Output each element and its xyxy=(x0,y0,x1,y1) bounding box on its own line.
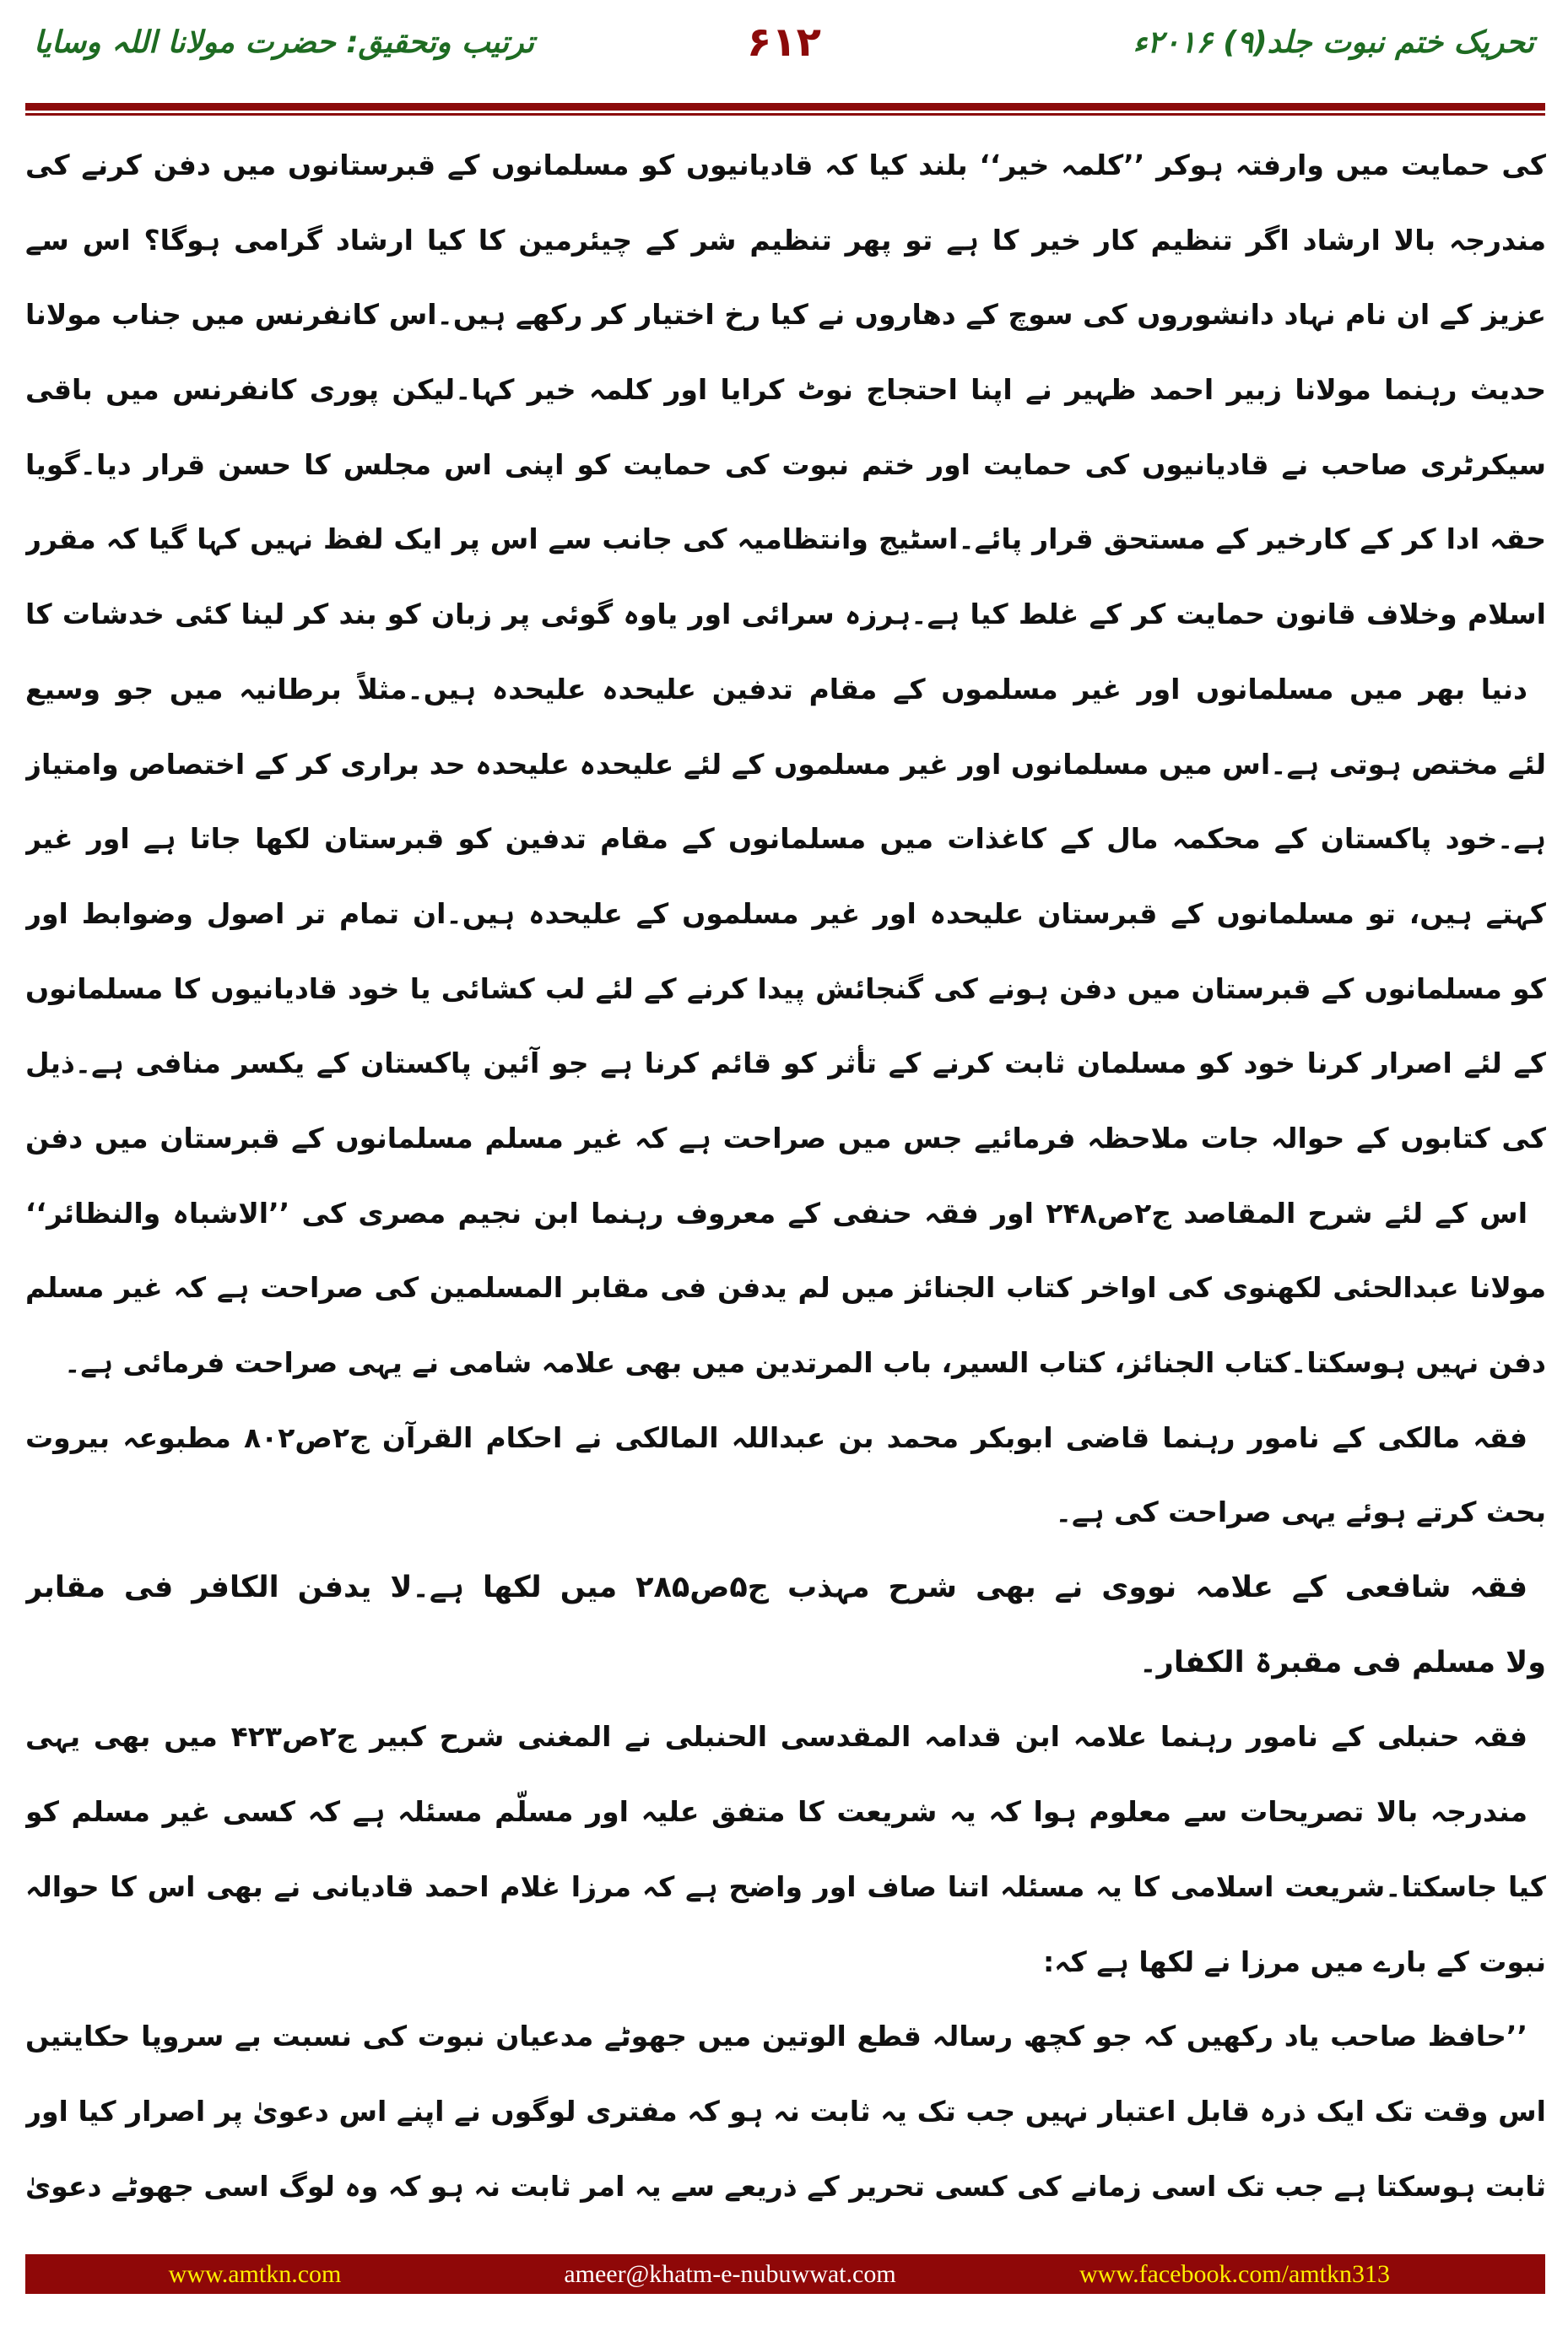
text-line: ثابت ہوسکتا ہے جب تک اسی زمانے کی کسی تحریر کے ذریعے سے یہ امر ثابت نہ ہو کہ وہ لوگ اسی جھوٹے دعویٰ xyxy=(25,2169,1546,2203)
text-line: بحث کرتے ہوئے یہی صراحت کی ہے۔ xyxy=(1055,1496,1546,1529)
text-line: فقہ مالکی کے نامور رہنما قاضی ابوبکر محمد بن عبداللہ المالکی نے احکام القرآن ج۲ص۸۰۲ مطبوعہ بیروت xyxy=(25,1420,1527,1454)
text-line: سیکرٹری صاحب نے قادیانیوں کی حمایت اور ختم نبوت کی حمایت کو اپنی اس مجلس کا حسن قرار دیا۔گویا xyxy=(25,447,1546,481)
book-title: تحریک ختم نبوت جلد(۹) ۲۰۱۶ء xyxy=(1133,25,1534,60)
text-line: لئے مختص ہوتی ہے۔اس میں مسلمانوں اور غیر مسلموں کے لئے علیحدہ علیحدہ حد براری کر کے اختصاص وامتیاز xyxy=(25,747,1546,781)
text-line: اسلام وخلاف قانون حمایت کر کے غلط کیا ہے۔ہرزہ سرائی اور یاوہ گوئی پر زبان کو بند کر لینا کئی خدشات کا xyxy=(25,598,1546,631)
article-body xyxy=(25,128,1546,2224)
text-line: مندرجہ بالا ارشاد اگر تنظیم کار خیر کا ہے تو پھر تنظیم شر کے چیئرمین کا کیا ارشاد گرامی ہوگا؟ اس سے xyxy=(25,223,1546,257)
text-line: کو مسلمانوں کے قبرستان میں دفن ہونے کی گنجائش پیدا کرنے کے لئے لب کشائی یا خود قادیانیوں کا مسلمانوں xyxy=(25,971,1546,1005)
text-line: مولانا عبدالحئی لکھنوی کی اواخر کتاب الجنائز میں لم یدفن فی مقابر المسلمین کی صراحت ہے کہ غیر مسلم xyxy=(25,1271,1546,1305)
header-divider-thick xyxy=(25,103,1545,111)
text-line: دنیا بھر میں مسلمانوں اور غیر مسلموں کے مقام تدفین علیحدہ علیحدہ ہیں۔مثلاً برطانیہ میں جو وسیع xyxy=(25,672,1527,706)
text-line: اس وقت تک ایک ذرہ قابل اعتبار نہیں جب تک یہ ثابت نہ ہو کہ مفتری لوگوں نے اپنے اس دعویٰ پر اصرار کیا اور xyxy=(25,2094,1546,2128)
text-line: دفن نہیں ہوسکتا۔کتاب الجنائز، کتاب السیر، باب المرتدین میں بھی علامہ شامی نے یہی صراحت فرمائی ہے۔ xyxy=(64,1346,1546,1379)
text-line: عزیز کے ان نام نہاد دانشوروں کی سوچ کے دھاروں نے کیا رخ اختیار کر رکھے ہیں۔اس کانفرنس میں جناب مولانا xyxy=(25,298,1546,332)
email-link[interactable]: ameer@khatm-e-nubuwwat.com xyxy=(564,2260,896,2288)
text-line: کیا جاسکتا۔شریعت اسلامی کا یہ مسئلہ اتنا صاف اور واضح ہے کہ مرزا غلام احمد قادیانی نے بھی اس کا حوالہ xyxy=(25,1869,1546,1903)
text-line: حقہ ادا کر کے کارخیر کے مستحق قرار پائے۔اسٹیج وانتظامیہ کی جانب سے اس پر ایک لفظ نہیں کہا گیا کہ مقرر xyxy=(25,522,1546,556)
page-number: ۶۱۲ xyxy=(747,19,821,66)
text-line: اس کے لئے شرح المقاصد ج۲ص۲۴۸ اور فقہ حنفی کے معروف رہنما ابن نجیم مصری کی ’’الاشباہ والنظائر‘‘ xyxy=(25,1196,1528,1230)
footer-bar xyxy=(25,2254,1545,2294)
text-line: کے لئے اصرار کرنا خود کو مسلمان ثابت کرنے کے تأثر کو قائم کرنا ہے جو آئین پاکستان کے یکسر منافی ہے۔ذیل xyxy=(25,1047,1546,1080)
text-line: فقہ شافعی کے علامہ نووی نے بھی شرح مہذب ج۵ص۲۸۵ میں لکھا ہے۔لا یدفن الکافر فی مقابر xyxy=(25,1571,1527,1605)
text-line: ولا مسلم فی مقبرۃ الکفار۔ xyxy=(1139,1645,1546,1679)
text-line: حدیث رہنما مولانا زبیر احمد ظہیر نے اپنا احتجاج نوٹ کرایا اور کلمہ خیر کہا۔لیکن پوری کانفرنس میں باقی xyxy=(25,373,1546,407)
website-link[interactable]: www.amtkn.com xyxy=(168,2260,342,2288)
text-line: کہتے ہیں، تو مسلمانوں کے قبرستان علیحدہ اور غیر مسلموں کے علیحدہ ہیں۔ان تمام تر اصول وضوابط اور xyxy=(25,896,1546,930)
text-line: ہے۔خود پاکستان کے محکمہ مال کے کاغذات میں مسلمانوں کے مقام تدفین کو قبرستان لکھا جاتا ہے اور غیر xyxy=(25,822,1546,856)
text-line: کی حمایت میں وارفتہ ہوکر ’’کلمہ خیر‘‘ بلند کیا کہ قادیانیوں کو مسلمانوں کے قبرستانوں میں دفن کرنے کی xyxy=(25,149,1546,181)
text-line: مندرجہ بالا تصریحات سے معلوم ہوا کہ یہ شریعت کا متفق علیہ اور مسلّم مسئلہ ہے کہ کسی غیر مسلم کو xyxy=(25,1795,1527,1829)
facebook-link[interactable]: www.facebook.com/amtkn313 xyxy=(1079,2260,1390,2288)
text-line: ’’حافظ صاحب یاد رکھیں کہ جو کچھ رسالہ قطع الوتین میں جھوٹے مدعیان نبوت کی نسبت بے سروپا حکایتیں xyxy=(25,2020,1527,2053)
compiler-credit: ترتیب وتحقیق: حضرت مولانا اللہ وسایا xyxy=(34,25,535,60)
text-line: کی کتابوں کے حوالہ جات ملاحظہ فرمائیے جس میں صراحت ہے کہ غیر مسلم مسلمانوں کے قبرستان میں دفن xyxy=(25,1121,1546,1155)
header-divider-thin xyxy=(25,113,1545,116)
text-line: نبوت کے بارے میں مرزا نے لکھا ہے کہ: xyxy=(1042,1944,1546,1978)
text-line: فقہ حنبلی کے نامور رہنما علامہ ابن قدامہ المقدسی الحنبلی نے المغنی شرح کبیر ج۲ص۴۲۳ میں بھی یہی xyxy=(25,1720,1527,1754)
